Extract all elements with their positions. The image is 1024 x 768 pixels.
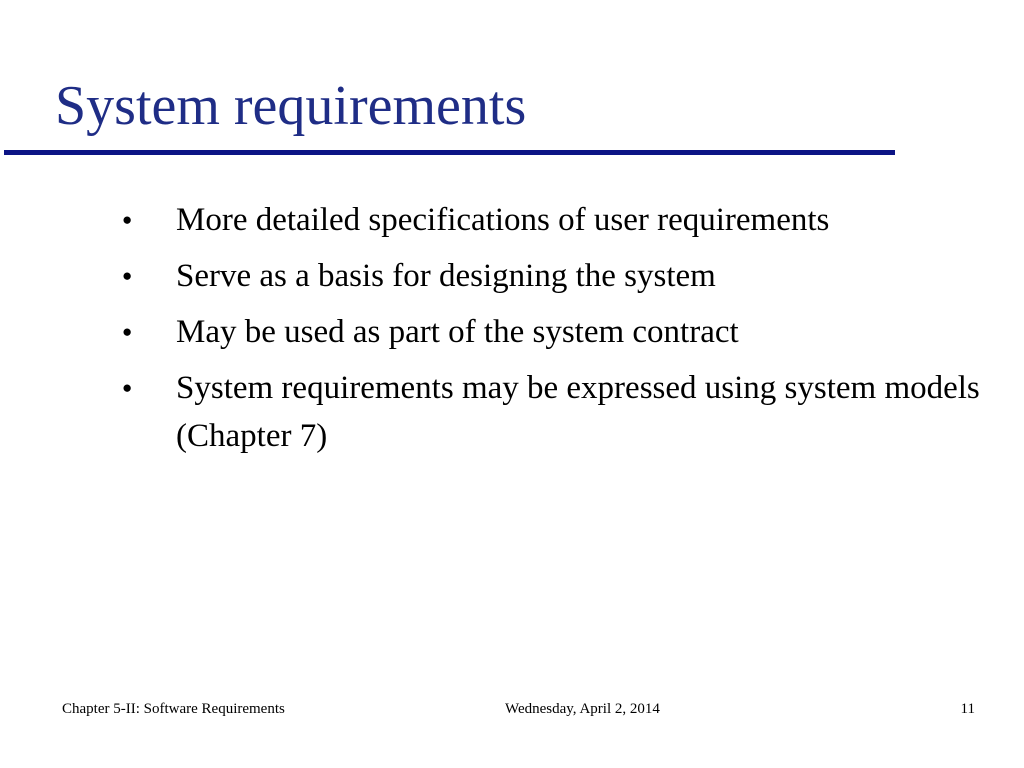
bullet-dot-icon: ● — [122, 266, 133, 285]
bullet-item — [120, 364, 1000, 460]
slide-title: System requirements — [55, 75, 527, 137]
bullet-text: More detailed specifications of user requirements — [176, 202, 830, 238]
bullet-text: Serve as a basis for designing the system — [176, 258, 716, 294]
bullet-dot-icon: ● — [122, 210, 133, 229]
bullet-list — [120, 196, 1000, 468]
bullet-text: System requirements may be expressed using system models (Chapter 7) — [176, 370, 980, 454]
footer-chapter: Chapter 5-II: Software Requirements — [62, 701, 285, 717]
bullet-dot-icon: ● — [122, 322, 133, 341]
bullet-dot-icon: ● — [122, 378, 133, 397]
bullet-text: May be used as part of the system contract — [176, 314, 739, 350]
title-underline — [4, 150, 895, 155]
footer-date: Wednesday, April 2, 2014 — [505, 701, 660, 717]
bullet-item — [120, 196, 1000, 244]
bullet-item — [120, 252, 1000, 300]
footer-page-number: 11 — [960, 701, 975, 717]
bullet-item — [120, 308, 1000, 356]
